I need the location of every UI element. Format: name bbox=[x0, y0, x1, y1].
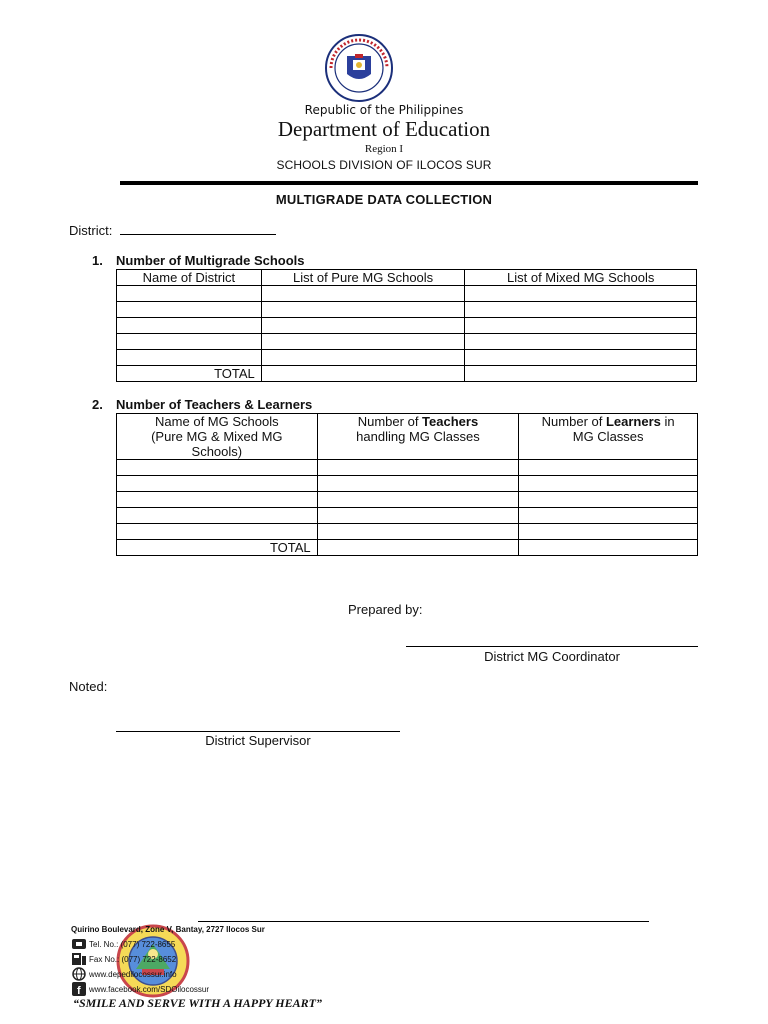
prepared-by-label: Prepared by: bbox=[348, 602, 423, 617]
table-cell[interactable] bbox=[261, 334, 465, 350]
svg-text:f: f bbox=[77, 985, 81, 996]
coordinator-signature-line[interactable] bbox=[406, 646, 698, 647]
table-row bbox=[117, 318, 697, 334]
table-cell[interactable] bbox=[117, 302, 262, 318]
footer-website[interactable]: www.depedilocossur.info bbox=[89, 969, 177, 979]
table-cell[interactable] bbox=[261, 286, 465, 302]
column-header-line: MG Classes bbox=[572, 429, 644, 444]
phone-icon bbox=[71, 937, 87, 951]
table-row bbox=[117, 302, 697, 318]
coordinator-title: District MG Coordinator bbox=[484, 649, 620, 664]
table-cell[interactable] bbox=[117, 492, 318, 508]
column-header-bold: Teachers bbox=[422, 414, 479, 429]
column-header-line: (Pure MG & Mixed MG bbox=[151, 429, 283, 444]
column-header-text: Number of bbox=[357, 414, 423, 429]
section2-number: 2. bbox=[92, 397, 103, 412]
table-cell[interactable] bbox=[519, 540, 698, 556]
column-header-line: handling MG Classes bbox=[356, 429, 480, 444]
table-cell[interactable] bbox=[117, 286, 262, 302]
column-header-teachers bbox=[317, 414, 519, 460]
globe-icon bbox=[71, 967, 87, 981]
footer-fax-row bbox=[71, 952, 176, 966]
district-input[interactable] bbox=[120, 224, 276, 235]
footer-web-row bbox=[71, 967, 177, 981]
fax-icon bbox=[71, 952, 87, 966]
column-header: Name of District bbox=[117, 270, 262, 286]
table-row bbox=[117, 460, 698, 476]
column-header-line: Name of MG Schools bbox=[155, 414, 279, 429]
section1-title: Number of Multigrade Schools bbox=[116, 253, 305, 268]
footer-tel-row bbox=[71, 937, 175, 951]
table-cell[interactable] bbox=[117, 524, 318, 540]
column-header: List of Pure MG Schools bbox=[261, 270, 465, 286]
column-header-schools bbox=[117, 414, 318, 460]
table-row bbox=[117, 350, 697, 366]
table-row bbox=[117, 476, 698, 492]
deped-seal bbox=[325, 34, 393, 102]
table-cell[interactable] bbox=[317, 476, 519, 492]
multigrade-schools-table bbox=[116, 269, 697, 382]
teachers-learners-table bbox=[116, 413, 698, 556]
table-cell[interactable] bbox=[117, 508, 318, 524]
table-cell[interactable] bbox=[519, 492, 698, 508]
region-heading: Region I bbox=[364, 143, 404, 155]
table-cell[interactable] bbox=[519, 508, 698, 524]
table-cell[interactable] bbox=[261, 318, 465, 334]
republic-heading: Republic of the Philippines bbox=[304, 103, 464, 117]
footer-fax: Fax No.: (077) 722-8652 bbox=[89, 954, 177, 964]
table-cell[interactable] bbox=[117, 318, 262, 334]
table-header-row bbox=[117, 270, 697, 286]
column-header-text: in bbox=[660, 414, 675, 429]
footer-facebook-row bbox=[71, 982, 209, 996]
supervisor-signature-line[interactable] bbox=[116, 731, 400, 732]
footer-divider bbox=[198, 921, 649, 922]
footer-motto: “SMILE AND SERVE WITH A HAPPY HEART” bbox=[73, 996, 322, 1010]
table-cell[interactable] bbox=[261, 302, 465, 318]
section1-number: 1. bbox=[92, 253, 103, 268]
district-field bbox=[69, 223, 276, 238]
table-cell[interactable] bbox=[117, 350, 262, 366]
table-cell[interactable] bbox=[519, 460, 698, 476]
table-row bbox=[117, 524, 698, 540]
section2-heading bbox=[92, 397, 312, 412]
section1-heading bbox=[92, 253, 305, 268]
district-label: District: bbox=[69, 223, 113, 238]
table-cell[interactable] bbox=[317, 460, 519, 476]
column-header-line: Schools) bbox=[191, 444, 243, 459]
section2-title: Number of Teachers & Learners bbox=[116, 397, 313, 412]
table-row bbox=[117, 492, 698, 508]
total-row bbox=[117, 540, 698, 556]
table-row bbox=[117, 286, 697, 302]
division-heading: SCHOOLS DIVISION OF ILOCOS SUR bbox=[276, 158, 492, 172]
table-cell[interactable] bbox=[261, 350, 465, 366]
table-cell[interactable] bbox=[519, 524, 698, 540]
column-header-learners bbox=[519, 414, 698, 460]
footer-facebook[interactable]: www.facebook.com/SDOilocossur bbox=[89, 984, 210, 994]
footer-tel: Tel. No.: (077) 722-8655 bbox=[89, 939, 176, 949]
table-row bbox=[117, 508, 698, 524]
table-cell[interactable] bbox=[317, 540, 519, 556]
table-cell[interactable] bbox=[465, 286, 697, 302]
footer-address: Quirino Boulevard, Zone V, Bantay, 2727 Ilocos Sur bbox=[71, 925, 265, 934]
table-cell[interactable] bbox=[317, 492, 519, 508]
table-row bbox=[117, 334, 697, 350]
table-cell[interactable] bbox=[519, 476, 698, 492]
department-heading: Department of Education bbox=[277, 117, 491, 141]
table-header-row bbox=[117, 414, 698, 460]
table-cell[interactable] bbox=[117, 334, 262, 350]
table-cell[interactable] bbox=[465, 366, 697, 382]
supervisor-title: District Supervisor bbox=[205, 733, 311, 748]
document-title: MULTIGRADE DATA COLLECTION bbox=[275, 192, 493, 207]
table-cell[interactable] bbox=[117, 476, 318, 492]
table-cell[interactable] bbox=[465, 350, 697, 366]
column-header: List of Mixed MG Schools bbox=[465, 270, 697, 286]
table-cell[interactable] bbox=[465, 318, 697, 334]
noted-label: Noted: bbox=[69, 679, 108, 694]
column-header-text: Number of bbox=[541, 414, 606, 429]
table-cell[interactable] bbox=[465, 334, 697, 350]
header-divider bbox=[120, 181, 698, 185]
table-cell[interactable] bbox=[317, 508, 519, 524]
table-cell[interactable] bbox=[465, 302, 697, 318]
table-cell[interactable] bbox=[117, 460, 318, 476]
total-label: TOTAL bbox=[117, 540, 318, 556]
column-header-bold: Learners bbox=[605, 414, 661, 429]
facebook-icon bbox=[71, 982, 87, 996]
total-label: TOTAL bbox=[117, 366, 262, 382]
total-row bbox=[117, 366, 697, 382]
table-cell[interactable] bbox=[261, 366, 465, 382]
table-cell[interactable] bbox=[317, 524, 519, 540]
